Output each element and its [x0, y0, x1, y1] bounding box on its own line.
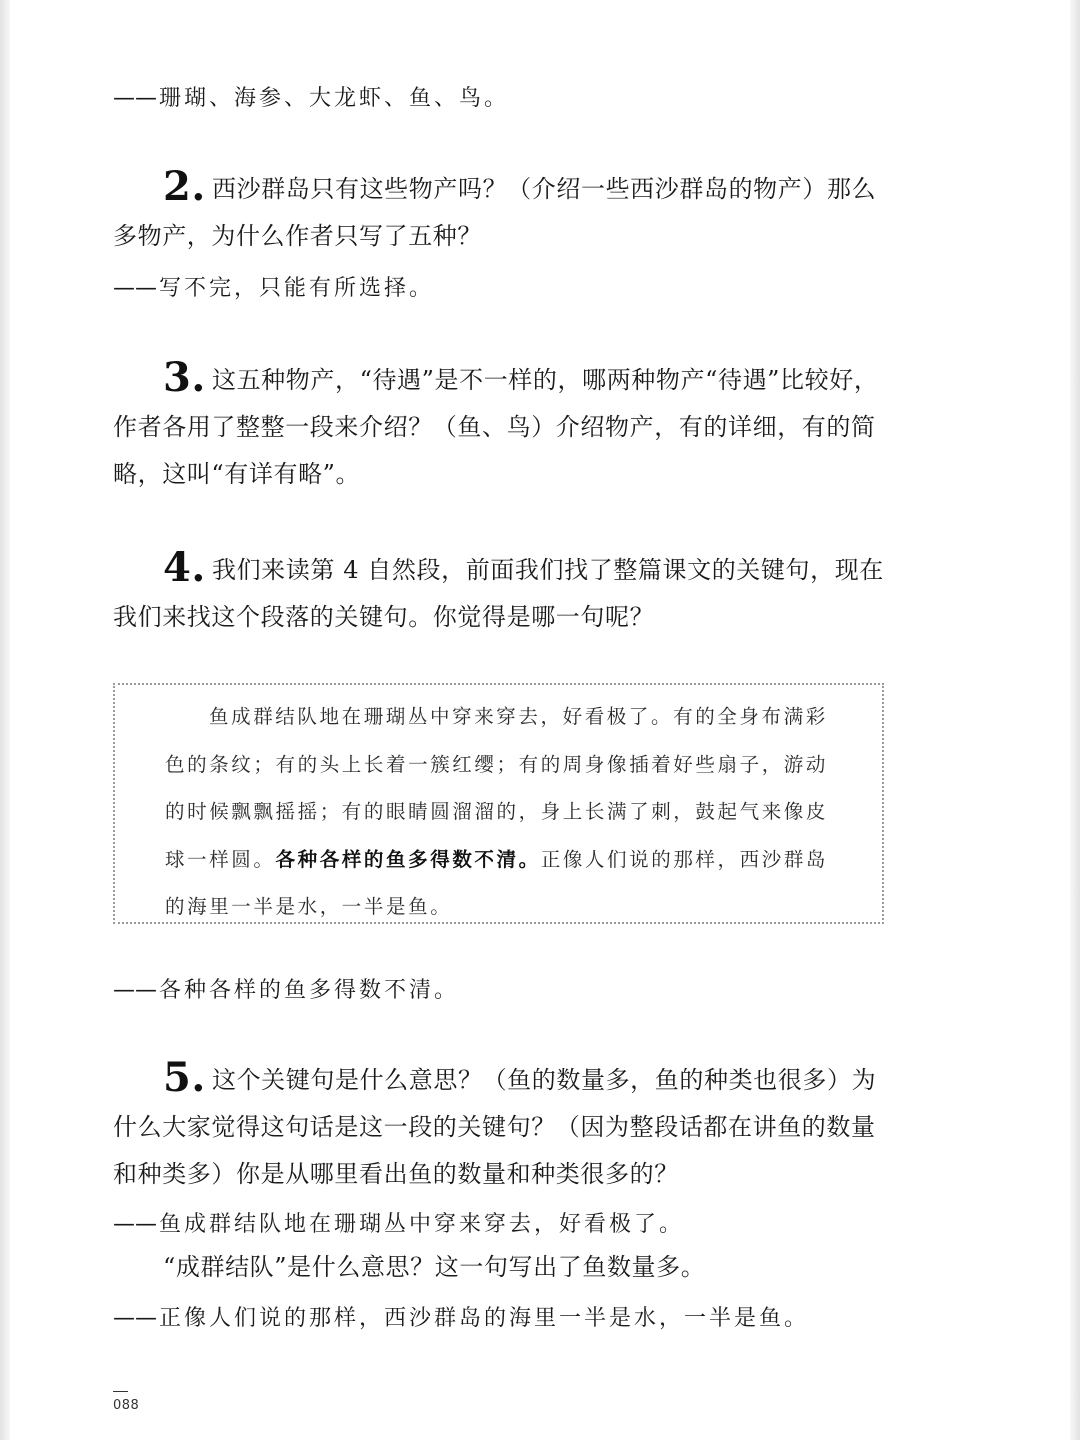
- question-3: [113, 354, 888, 498]
- note-5: [163, 1244, 888, 1291]
- answer-dash: ——: [113, 276, 157, 301]
- answer-1-text: 珊瑚、海参、大龙虾、鱼、鸟。: [159, 86, 510, 111]
- question-3-number: 3.: [163, 354, 206, 401]
- answer-2: [113, 271, 434, 302]
- quote-passage-box: [113, 683, 884, 924]
- question-4: [113, 544, 888, 641]
- quote-text-before: 鱼成群结队地在珊瑚丛中穿来穿去，好看极了。有的全身布满彩色的条纹；有的头上长着一簇红缨；有的周身像插着好些扇子，游动的时候飘飘摇摇；有的眼睛圆溜溜的，身上长满了刺，鼓起气来像皮球一样圆。: [165, 705, 829, 871]
- page-number: 088: [113, 1398, 140, 1413]
- question-4-text: 我们来读第 4 自然段，前面我们找了整篇课文的关键句，现在我们来找这个段落的关键句。你觉得是哪一句呢？: [113, 556, 884, 631]
- question-2-number: 2.: [163, 163, 206, 210]
- question-2-text: 西沙群岛只有这些物产吗？（介绍一些西沙群岛的物产）那么多物产，为什么作者只写了五种？: [113, 175, 877, 250]
- answer-4: [113, 973, 459, 1004]
- answer-5b: [113, 1301, 809, 1332]
- answer-1: [113, 81, 509, 112]
- quote-key-sentence: 各种各样的鱼多得数不清。: [275, 847, 541, 871]
- answer-5a: [113, 1207, 684, 1238]
- answer-4-text: 各种各样的鱼多得数不清。: [159, 978, 460, 1003]
- quote-text-after: 正像人们说的那样，西沙群岛的海里一半是水，一半是鱼。: [165, 847, 829, 918]
- question-4-number: 4.: [163, 544, 206, 591]
- answer-2-text: 写不完，只能有所选择。: [159, 276, 435, 301]
- question-5: [113, 1054, 888, 1198]
- answer-dash: ——: [113, 1306, 157, 1331]
- question-5-number: 5.: [163, 1054, 206, 1101]
- answer-dash: ——: [113, 978, 157, 1003]
- question-2: [113, 163, 888, 260]
- quote-passage: [165, 693, 840, 931]
- page-edge-right: [1070, 0, 1080, 1440]
- question-5-text: 这个关键句是什么意思？（鱼的数量多，鱼的种类也很多）为什么大家觉得这句话是这一段的关键句？（因为整段话都在讲鱼的数量和种类多）你是从哪里看出鱼的数量和种类很多的？: [113, 1066, 877, 1188]
- page-number-rule: [113, 1391, 128, 1392]
- answer-dash: ——: [113, 86, 157, 111]
- answer-dash: ——: [113, 1212, 157, 1237]
- page-edge-left: [0, 0, 10, 1440]
- question-3-text: 这五种物产，“待遇”是不一样的，哪两种物产“待遇”比较好，作者各用了整整一段来介绍？（鱼、鸟）介绍物产，有的详细，有的简略，这叫“有详有略”。: [113, 366, 879, 488]
- answer-5b-text: 正像人们说的那样，西沙群岛的海里一半是水，一半是鱼。: [159, 1306, 810, 1331]
- note-5-text: “成群结队”是什么意思？这一句写出了鱼数量多。: [163, 1253, 706, 1281]
- answer-5a-text: 鱼成群结队地在珊瑚丛中穿来穿去，好看极了。: [159, 1212, 685, 1237]
